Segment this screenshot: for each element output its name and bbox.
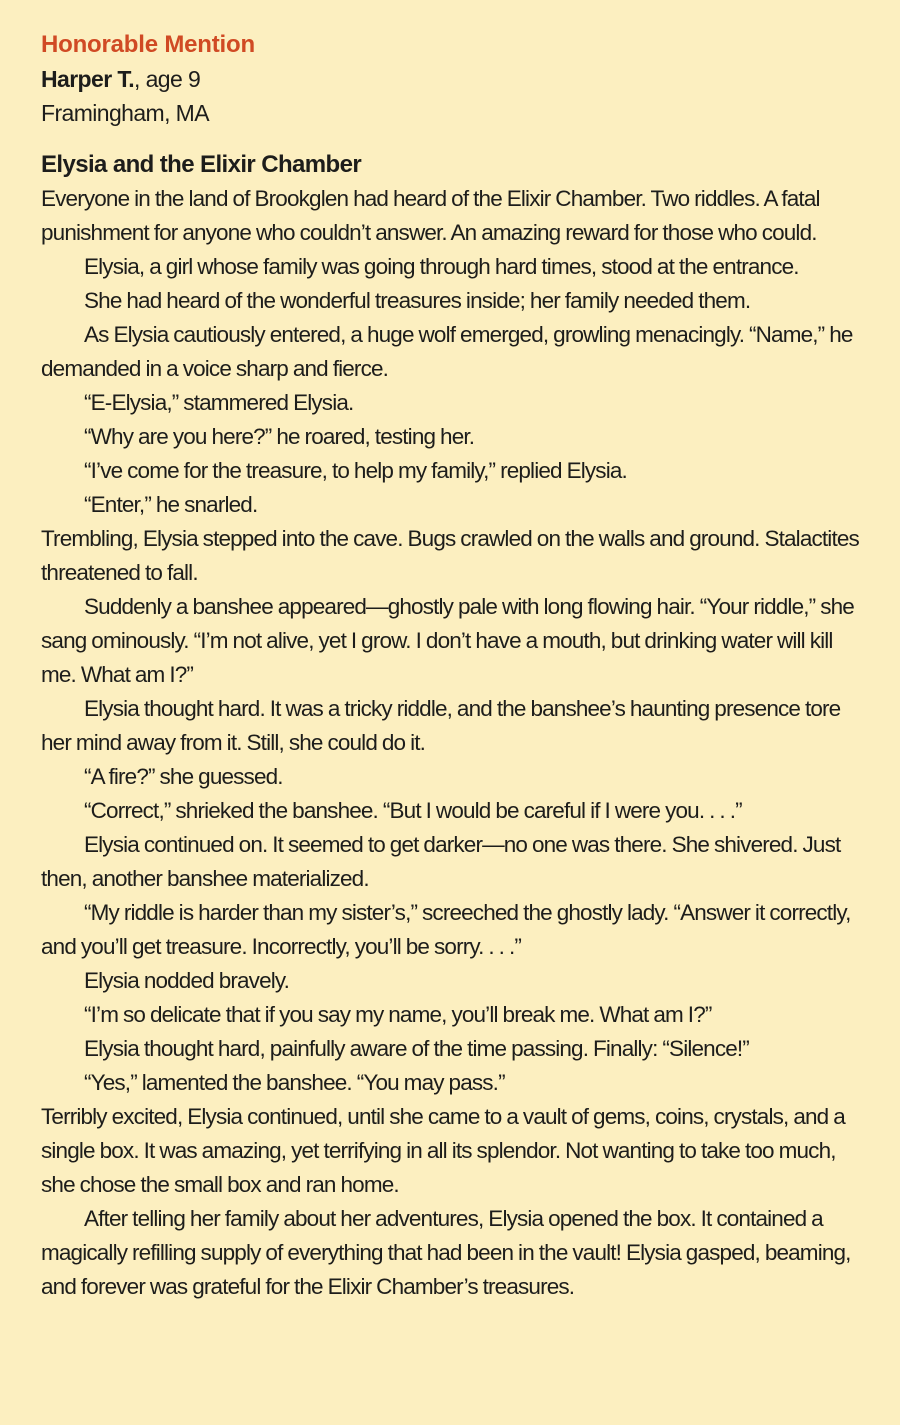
story-paragraph: “E-Elysia,” stammered Elysia. (84, 390, 354, 415)
story-paragraph: “A fire?” she guessed. (84, 764, 283, 789)
story-paragraph: After telling her family about her adventures, Elysia opened the box. It contained a magically refilling supply of everything that had been in the vault! Elysia gasped, beaming, and forever was grateful for the Elixir Chamber’s treasures. (41, 1206, 851, 1299)
author-name: Harper T. (41, 66, 135, 92)
story-paragraph: “My riddle is harder than my sister’s,” screeched the ghostly lady. “Answer it correctly, and you’ll get treasure. Incorrectly, you’ll be sorry. . . .” (41, 900, 851, 959)
story-paragraph: Elysia nodded bravely. (84, 968, 290, 993)
story-paragraph: “Correct,” shrieked the banshee. “But I would be careful if I were you. . . .” (84, 798, 742, 823)
story-paragraph: As Elysia cautiously entered, a huge wolf emerged, growling menacingly. “Name,” he demanded in a voice sharp and fierce. (41, 322, 853, 381)
story-paragraph: Elysia continued on. It seemed to get darker—no one was there. She shivered. Just then, another banshee materialized. (41, 832, 841, 891)
story-paragraph: “Why are you here?” he roared, testing her. (84, 424, 475, 449)
author-line (41, 62, 864, 96)
story-paragraph: Elysia thought hard, painfully aware of the time passing. Finally: “Silence!” (84, 1036, 749, 1061)
story-title: Elysia and the Elixir Chamber (41, 151, 362, 178)
award-heading: Honorable Mention (41, 31, 255, 58)
story-paragraph: Terribly excited, Elysia continued, until she came to a vault of gems, coins, crystals, and a single box. It was amazing, yet terrifying in all its splendor. Not wanting to take too much, she chose the small box and ran home. (41, 1104, 845, 1197)
story-paragraph: Elysia, a girl whose family was going through hard times, stood at the entrance. (84, 254, 799, 279)
story-body (41, 182, 864, 1304)
author-age: , age 9 (134, 66, 201, 92)
story-paragraph: “Yes,” lamented the banshee. “You may pass.” (84, 1070, 505, 1095)
story-paragraph: Suddenly a banshee appeared—ghostly pale with long flowing hair. “Your riddle,” she sang ominously. “I’m not alive, yet I grow. I don’t have a mouth, but drinking water will kill me. What am I?” (41, 594, 854, 687)
story-paragraph: Elysia thought hard. It was a tricky riddle, and the banshee’s haunting presence tore her mind away from it. Still, she could do it. (41, 696, 841, 755)
story-paragraph: “I’ve come for the treasure, to help my family,” replied Elysia. (84, 458, 627, 483)
story-paragraph: Trembling, Elysia stepped into the cave. Bugs crawled on the walls and ground. Stalactites threatened to fall. (41, 526, 859, 585)
story-paragraph: She had heard of the wonderful treasures inside; her family needed them. (84, 288, 751, 313)
story-paragraph: Everyone in the land of Brookglen had heard of the Elixir Chamber. Two riddles. A fatal punishment for anyone who couldn’t answer. An amazing reward for those who could. (41, 186, 820, 245)
author-location: Framingham, MA (41, 100, 209, 126)
story-paragraph: “Enter,” he snarled. (84, 492, 258, 517)
story-paragraph: “I’m so delicate that if you say my name, you’ll break me. What am I?” (84, 1002, 712, 1027)
